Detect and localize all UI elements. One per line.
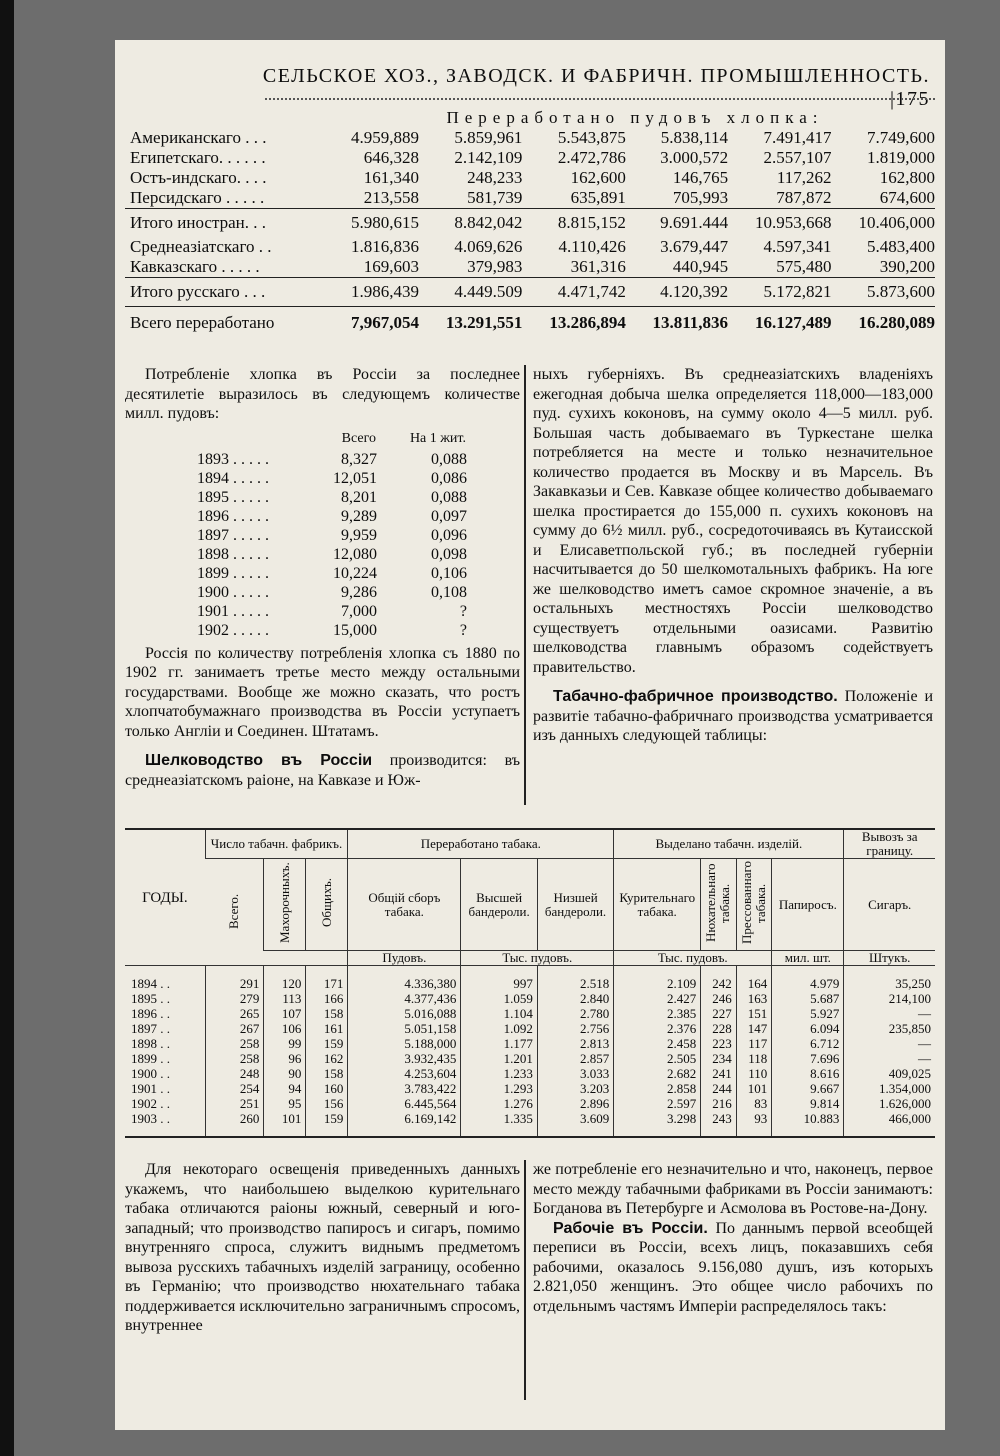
cell: 440,945 [672, 257, 729, 276]
year-cell: 1902 . . [131, 1095, 170, 1111]
row-label: Американскаго . . . [130, 128, 267, 147]
paragraph [125, 751, 520, 790]
cell: 4.597,341 [763, 237, 832, 256]
cell: 166 [306, 991, 348, 1006]
cell: ? [459, 621, 467, 639]
section-heading: Шелководство въ Россiи [145, 752, 373, 769]
cell: 3.033 [537, 1066, 613, 1081]
cell: 95 [264, 1096, 306, 1111]
cell: 5.543,875 [557, 128, 626, 147]
row-label: Египетскаго. . . . . . [130, 148, 266, 167]
cell: 575,480 [776, 257, 832, 276]
cell: 8.842,042 [419, 209, 522, 238]
cell: 0,088 [431, 450, 467, 468]
cell: 164 [736, 966, 772, 992]
cotton-grand-total-row [125, 307, 935, 334]
cell: 4.959,889 [350, 128, 419, 147]
row-label: Остъ-индскаго. . . . [130, 168, 267, 187]
cell: 9.691.444 [626, 209, 728, 238]
cell: 244 [701, 1081, 737, 1096]
cell: 9,289 [341, 507, 377, 525]
table-row [125, 1021, 935, 1036]
cell: 5.483,400 [867, 237, 935, 256]
cell: 118 [736, 1051, 772, 1066]
cell: 291 [205, 966, 264, 992]
table-row [197, 526, 467, 545]
cell: 146,765 [672, 168, 729, 187]
cell: 1.233 [461, 1066, 537, 1081]
paragraph-text: производится: въ среднеазiатскомъ раiоне, на Кавказе и Юж- [125, 752, 521, 789]
cell: 1.104 [461, 1006, 537, 1021]
cell: 151 [736, 1006, 772, 1021]
cell: 10.406,000 [832, 209, 935, 238]
cell: 581,739 [467, 188, 523, 207]
cell: 4.069,626 [454, 237, 523, 256]
cell: 1899 . . . . . [197, 564, 269, 582]
paragraph: Для некотораго освещенiя приведенныхъ данныхъ укажемъ, что наибольшею выделкою курительнаго табака отличаются раiоны южный, северный и юго-западный; что производство папиросъ и сигаръ, помимо внутренняго спроса, служитъ виднымъ предметомъ вывоза русскихъ табачныхъ изделiй заграницу, особенно въ Германiю; что производство нюхательнаго табака поддерживается исключительно заграничнымъ спросомъ, внутреннее [125, 1161, 520, 1334]
row-label: Среднеазiатскаго . . [130, 237, 272, 256]
cell: 2.858 [614, 1081, 701, 1096]
cell: 3.783,422 [348, 1081, 461, 1096]
cell: 0,108 [431, 583, 467, 601]
cell: 4.471,742 [522, 278, 625, 307]
cell: 646,328 [363, 148, 419, 167]
cell: 1902 . . . . . [197, 621, 269, 639]
row-label: Всего переработано [125, 307, 327, 334]
section-heading: Табачно-фабричное производство. [553, 688, 838, 705]
cell: 2.385 [614, 1006, 701, 1021]
row-label: Персидскаго . . . . . [130, 188, 265, 207]
bottom-left-column [125, 1160, 520, 1336]
cell: 254 [205, 1081, 264, 1096]
year-cell: 1898 . . [131, 1035, 170, 1051]
year-cell: 1900 . . [131, 1065, 170, 1081]
cell: 1.335 [461, 1111, 537, 1137]
row-label: Итого русскаго . . . [125, 278, 327, 307]
page-number: |175 [889, 88, 930, 110]
cell: 5.873,600 [832, 278, 935, 307]
cotton-row [125, 237, 935, 257]
cell: 83 [736, 1096, 772, 1111]
year-cell: 1895 . . [131, 990, 170, 1006]
cell: 2.557,107 [763, 148, 832, 167]
column-divider [524, 365, 526, 805]
cell: — [844, 1006, 935, 1021]
cell: 1901 . . . . . [197, 602, 269, 620]
cell: 13.291,551 [419, 307, 522, 334]
cell: 466,000 [844, 1111, 935, 1137]
cell: 8,327 [341, 450, 377, 468]
cell: 2.142,109 [454, 148, 523, 167]
year-cell: 1899 . . [131, 1050, 170, 1066]
paragraph [533, 687, 933, 746]
cell: 1.354,000 [844, 1081, 935, 1096]
cell: 361,316 [570, 257, 626, 276]
bottom-right-column [533, 1160, 933, 1316]
column-header: Махорочныхъ. [276, 862, 292, 944]
cell: 10.883 [772, 1111, 844, 1137]
cell: 2.472,786 [557, 148, 626, 167]
cell: 147 [736, 1021, 772, 1036]
cell: 101 [736, 1081, 772, 1096]
column-header: Курительнаго табака. [614, 859, 701, 951]
cell: 6.094 [772, 1021, 844, 1036]
cell: 10,224 [333, 564, 377, 582]
table-row [197, 583, 467, 602]
table-row [125, 1096, 935, 1111]
cell: 158 [306, 1006, 348, 1021]
section-heading: Рабочiе въ Россiи. [553, 1219, 708, 1237]
cell: 8.815,152 [522, 209, 625, 238]
header-title: СЕЛЬСКОЕ ХОЗ., ЗАВОДСК. И ФАБРИЧН. ПРОМЫШЛЕННОСТЬ. [262, 65, 930, 87]
column-header: Общiй сборъ табака. [348, 859, 461, 951]
table-row [125, 991, 935, 1006]
cell: 113 [264, 991, 306, 1006]
table-row [125, 1111, 935, 1137]
cell: 223 [701, 1036, 737, 1051]
cell: 93 [736, 1111, 772, 1137]
paragraph: Россiя по количеству потребленiя хлопка съ 1880 по 1902 гг. занимаетъ третье место между остальными государствами. Вообще же можно сказать, что ростъ хлопчатобумажнаго производства въ Россiи уступаетъ только Англiи и Соединен. Штатамъ. [125, 644, 520, 740]
cell: 5.927 [772, 1006, 844, 1021]
paragraph: ныхъ губернiяхъ. Въ среднеазiатскихъ владенiяхъ ежегодная добыча шелка определяется 118,000—183,000 пуд. сухихъ коконовъ, на сумму около 4—5 милл. руб. Большая часть добываемаго въ Туркестане шелка потребляется на месте и только незначительное количество продается въ Москву и въ Марсель. Въ Закавказьи и Сев. Кавказе общее количество добываемаго шелка простирается до 155,000 п. сухихъ коконовъ на сумму до 6½ милл. руб., сосредоточиваясь въ Кутаисской и Елисаветпольской губ.; въ последней губернiи насчитывается до 50 шелкомотальныхъ фабрикъ. На юге же шелководство иметъ самое скромное значенiе, а въ остальныхъ местностяхъ Россiи шелководство существуетъ отдельными оазисами. Развитiю шелководства главнымъ образомъ содействуетъ правительство. [533, 366, 933, 676]
cell: 7.749,600 [867, 128, 935, 147]
cell: 161,340 [363, 168, 419, 187]
cell: 260 [205, 1111, 264, 1137]
cell: 265 [205, 1006, 264, 1021]
cell: 0,097 [431, 507, 467, 525]
cell: 4.979 [772, 966, 844, 992]
unit-label: Пудовъ. [348, 951, 461, 966]
cell: 2.505 [614, 1051, 701, 1066]
cell: 390,200 [879, 257, 935, 276]
cell: 1.092 [461, 1021, 537, 1036]
cell: 5.980,615 [327, 209, 419, 238]
column-header: Низшей бандероли. [537, 859, 613, 951]
cell: 1898 . . . . . [197, 545, 269, 563]
cell: 1893 . . . . . [197, 450, 269, 468]
cell: 106 [264, 1021, 306, 1036]
column-header: Число табачн. фабрикъ. [205, 829, 348, 859]
running-header [210, 65, 930, 111]
cell: 0,106 [431, 564, 467, 582]
cell: 248 [205, 1066, 264, 1081]
cell: 117 [736, 1036, 772, 1051]
cell: 2.857 [537, 1051, 613, 1066]
cell: 787,872 [776, 188, 832, 207]
cell: 214,100 [844, 991, 935, 1006]
cell: 243 [701, 1111, 737, 1137]
cell: 1896 . . . . . [197, 507, 269, 525]
column-header: Высшей бандероли. [461, 859, 537, 951]
left-column [125, 365, 520, 790]
cell: 101 [264, 1111, 306, 1137]
document-page [115, 40, 945, 1430]
column-header: Папиросъ. [772, 859, 844, 951]
column-header: Вывозъ за границу. [844, 829, 935, 859]
column-header: Нюхательнаго табака. [703, 863, 733, 943]
cell: 1.626,000 [844, 1096, 935, 1111]
cotton-row [125, 188, 935, 209]
cell: 158 [306, 1066, 348, 1081]
cell: 1894 . . . . . [197, 469, 269, 487]
cell: 4.110,426 [558, 237, 626, 256]
cell: 5.188,000 [348, 1036, 461, 1051]
cell: 110 [736, 1066, 772, 1081]
cotton-caption: Переработано пудовъ хлопка: [446, 108, 824, 127]
cell: 2.896 [537, 1096, 613, 1111]
cell: 5.859,961 [454, 128, 523, 147]
table-row [197, 545, 467, 564]
cell: 94 [264, 1081, 306, 1096]
cell: 10.953,668 [728, 209, 831, 238]
cell: 267 [205, 1021, 264, 1036]
cell: 3.298 [614, 1111, 701, 1137]
cell: 9.667 [772, 1081, 844, 1096]
cell: 258 [205, 1036, 264, 1051]
cell: 12,051 [333, 469, 377, 487]
column-header: ГОДЫ. [125, 829, 205, 966]
cell: 3.203 [537, 1081, 613, 1096]
cell: 235,850 [844, 1021, 935, 1036]
paragraph: же потребленiе его незначительно и что, наконецъ, первое место между табачными фабриками въ Россiи занимаютъ: Богданова въ Петербурге и Асмолова въ Ростове-на-Дону. [533, 1161, 933, 1217]
cell: 159 [306, 1036, 348, 1051]
cell: 162,600 [570, 168, 626, 187]
cell: 2.518 [537, 966, 613, 992]
cell: 241 [701, 1066, 737, 1081]
cell: 7.696 [772, 1051, 844, 1066]
cotton-row [125, 168, 935, 188]
cell: 248,233 [467, 168, 523, 187]
cell: 163 [736, 991, 772, 1006]
unit-label: Тыс. пудовъ. [614, 951, 772, 966]
cell: 3.609 [537, 1111, 613, 1137]
column-header: Всего. [226, 892, 242, 929]
cell: 213,558 [363, 188, 419, 207]
column-header: Общихъ. [318, 878, 334, 928]
tobacco-table [125, 828, 935, 1138]
cell: 5.687 [772, 991, 844, 1006]
cell: 171 [306, 966, 348, 992]
cell: 5.172,821 [728, 278, 831, 307]
cell: 107 [264, 1006, 306, 1021]
cell: 997 [461, 966, 537, 992]
cell: 35,250 [844, 966, 935, 992]
cell: 1895 . . . . . [197, 488, 269, 506]
header-ornament [265, 92, 935, 100]
cell: 4.120,392 [626, 278, 728, 307]
year-cell: 1903 . . [131, 1110, 170, 1126]
cell: 99 [264, 1036, 306, 1051]
table-row [197, 450, 467, 469]
cell: 4.253,604 [348, 1066, 461, 1081]
cell: 1.293 [461, 1081, 537, 1096]
cell: 4.449.509 [419, 278, 522, 307]
cell: 705,993 [672, 188, 729, 207]
cell: 5.016,088 [348, 1006, 461, 1021]
cell: 1897 . . . . . [197, 526, 269, 544]
cell: 5.838,114 [660, 128, 729, 147]
cell: 6.445,564 [348, 1096, 461, 1111]
cell: 2.427 [614, 991, 701, 1006]
unit-label: мил. шт. [772, 951, 844, 966]
cell: 2.597 [614, 1096, 701, 1111]
column-header: На 1 жит. [409, 430, 466, 446]
cell: 242 [701, 966, 737, 992]
cotton-row [125, 148, 935, 168]
cell: 169,603 [363, 257, 419, 276]
table-row [125, 1051, 935, 1066]
paragraph-text: По даннымъ первой всеобщей переписи въ Россiи, всехъ лицъ, показавшихъ себя рабочими, оказалось 9.156,080 душъ, изъ которыхъ 2.821,050 женщинъ. Это общее число рабочихъ по отдельнымъ частямъ Имперiи распределялось такъ: [533, 1219, 933, 1315]
column-header: Прессованнаго табака. [739, 861, 769, 945]
cell: 162,800 [879, 168, 935, 187]
cell: 674,600 [879, 188, 935, 207]
cotton-row [125, 257, 935, 278]
cell: 16.127,489 [728, 307, 831, 334]
cell: 246 [701, 991, 737, 1006]
tobacco-table-body [125, 966, 935, 1138]
cell: 2.813 [537, 1036, 613, 1051]
column-header: Переработано табака. [348, 829, 614, 859]
paragraph: Потребленiе хлопка въ Россiи за последнее десятилетiе выразилось въ следующемъ количестве милл. пудовъ: [125, 366, 520, 422]
cell: 162 [306, 1051, 348, 1066]
table-row [197, 507, 467, 526]
cell: 251 [205, 1096, 264, 1111]
cell: 9,286 [341, 583, 377, 601]
cell: 3.679,447 [660, 237, 729, 256]
cell: 96 [264, 1051, 306, 1066]
cell: 0,088 [431, 488, 467, 506]
table-row [197, 564, 467, 583]
cell: 1.201 [461, 1051, 537, 1066]
year-cell: 1901 . . [131, 1080, 170, 1096]
year-cell: 1897 . . [131, 1020, 170, 1036]
cell: 227 [701, 1006, 737, 1021]
column-header: Сигаръ. [844, 859, 935, 951]
cell: 2.840 [537, 991, 613, 1006]
cell: 9,959 [341, 526, 377, 544]
cell: 1.177 [461, 1036, 537, 1051]
scan-edge [0, 0, 14, 1456]
cell: 1.819,000 [867, 148, 935, 167]
cell: ? [459, 602, 467, 620]
table-row [197, 469, 467, 488]
row-label: Итого иностран. . . [125, 209, 327, 238]
cell: 120 [264, 966, 306, 992]
cell: 13.286,894 [522, 307, 625, 334]
paragraph [533, 1219, 933, 1317]
table-row [197, 602, 467, 621]
table-row [125, 1066, 935, 1081]
cell: 2.458 [614, 1036, 701, 1051]
cell: 3.000,572 [660, 148, 729, 167]
column-divider [524, 1160, 526, 1400]
cell: 160 [306, 1081, 348, 1096]
cell: 15,000 [333, 621, 377, 639]
cell: 234 [701, 1051, 737, 1066]
table-row [197, 621, 467, 640]
cell: 0,096 [431, 526, 467, 544]
cell: 0,098 [431, 545, 467, 563]
cell: 1.986,439 [327, 278, 419, 307]
cell: 156 [306, 1096, 348, 1111]
cell: 4.336,380 [348, 966, 461, 992]
cell: 9.814 [772, 1096, 844, 1111]
cell: 2.682 [614, 1066, 701, 1081]
cell: 1.816,836 [350, 237, 419, 256]
cotton-table [125, 108, 935, 333]
table-row [197, 488, 467, 507]
cell: 635,891 [570, 188, 626, 207]
cell: 6.169,142 [348, 1111, 461, 1137]
table-row [125, 1036, 935, 1051]
year-cell: 1896 . . [131, 1005, 170, 1021]
cell: 4.377,436 [348, 991, 461, 1006]
cotton-row [125, 128, 935, 148]
cotton-total-row [125, 278, 935, 307]
cell: 2.109 [614, 966, 701, 992]
cell: 117,262 [776, 168, 832, 187]
cell: 216 [701, 1096, 737, 1111]
cell: 3.932,435 [348, 1051, 461, 1066]
row-label: Кавказскаго . . . . . [130, 257, 260, 276]
consumption-table [197, 428, 467, 640]
column-header: Выделано табачн. изделiй. [614, 829, 844, 859]
cell: 228 [701, 1021, 737, 1036]
cell: 7,000 [341, 602, 377, 620]
cell: 1.276 [461, 1096, 537, 1111]
table-row [125, 1081, 935, 1096]
cell: — [844, 1051, 935, 1066]
table-row [125, 1006, 935, 1021]
cell: 7.491,417 [763, 128, 832, 147]
cell: 12,080 [333, 545, 377, 563]
cell: 2.376 [614, 1021, 701, 1036]
cell: 159 [306, 1111, 348, 1137]
cell: 2.756 [537, 1021, 613, 1036]
column-header: Всего [341, 430, 376, 446]
cell: 16.280,089 [832, 307, 935, 334]
cell: 8,201 [341, 488, 377, 506]
cell: 409,025 [844, 1066, 935, 1081]
cell: 161 [306, 1021, 348, 1036]
cell: 1.059 [461, 991, 537, 1006]
unit-label: Тыс. пудовъ. [461, 951, 614, 966]
cell: 1900 . . . . . [197, 583, 269, 601]
cell: 258 [205, 1051, 264, 1066]
paragraph-text: Положенiе и развитiе табачно-фабричнаго производства усматривается изъ данныхъ следующей таблицы: [533, 688, 934, 744]
cell: 6.712 [772, 1036, 844, 1051]
right-column [533, 365, 933, 746]
year-cell: 1894 . . [131, 975, 170, 991]
cell: 8.616 [772, 1066, 844, 1081]
cell: 2.780 [537, 1006, 613, 1021]
cotton-total-row [125, 209, 935, 238]
cell: — [844, 1036, 935, 1051]
unit-label: Штукъ. [844, 951, 935, 966]
cell: 13.811,836 [626, 307, 728, 334]
cell: 0,086 [431, 469, 467, 487]
cell: 90 [264, 1066, 306, 1081]
cell: 379,983 [467, 257, 523, 276]
cell: 279 [205, 991, 264, 1006]
cell: 5.051,158 [348, 1021, 461, 1036]
table-row [125, 966, 935, 992]
cell: 7,967,054 [327, 307, 419, 334]
